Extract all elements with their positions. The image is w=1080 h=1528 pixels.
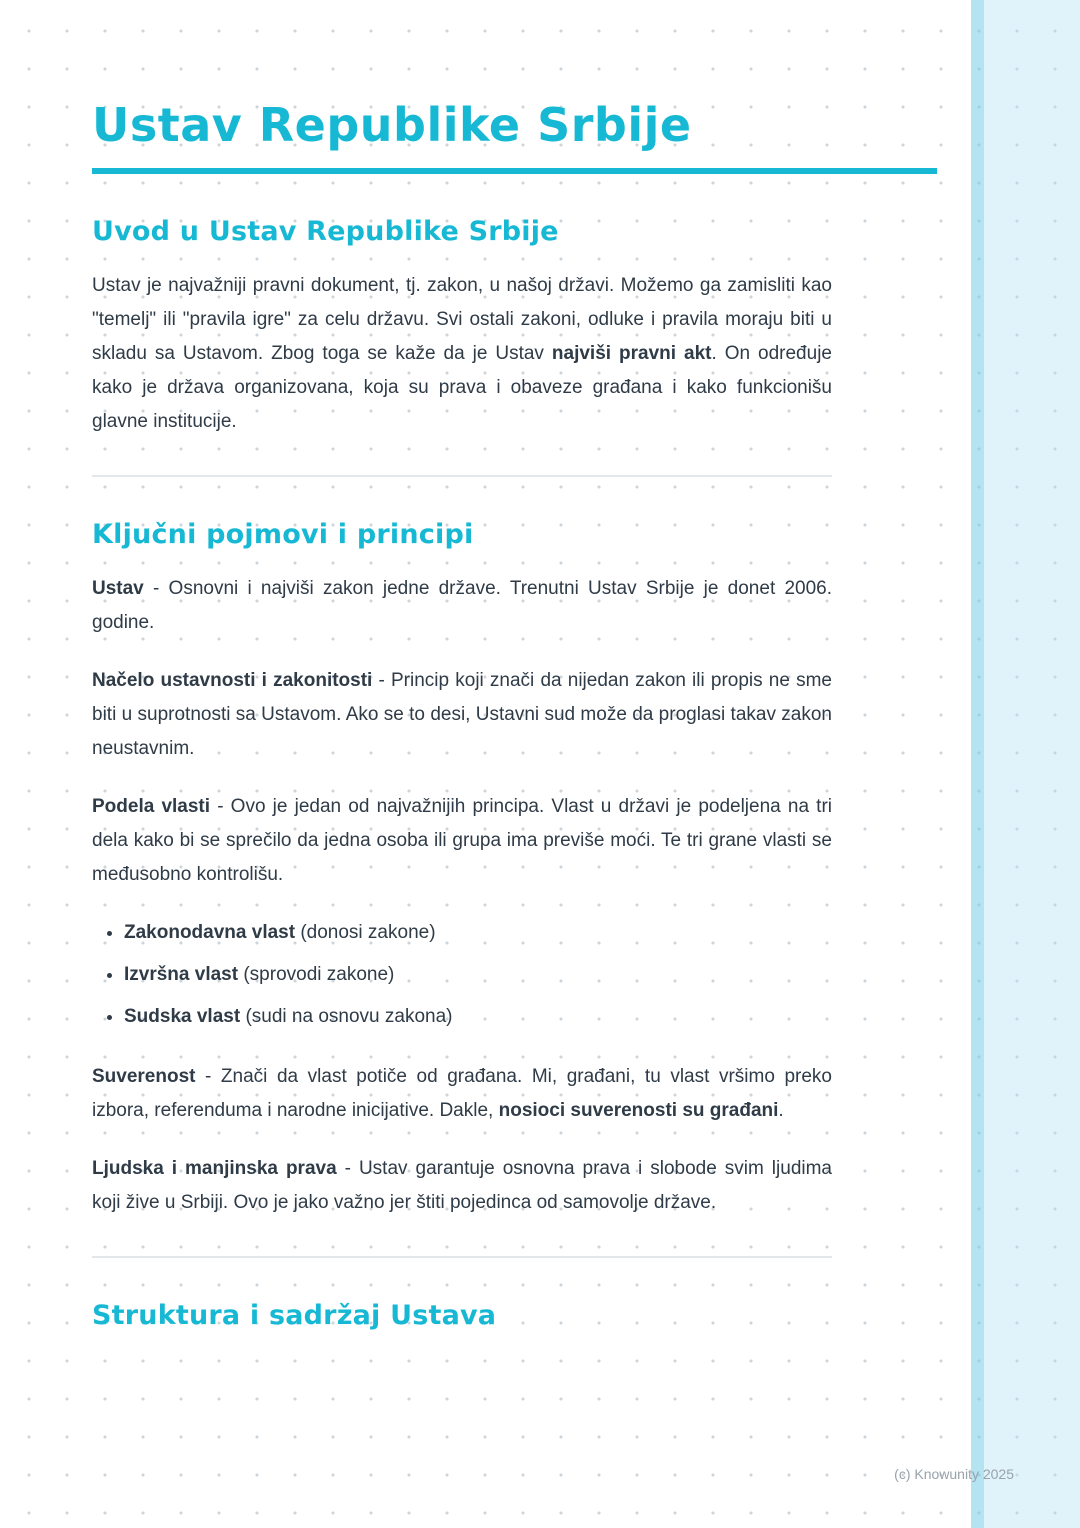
bullet-item	[124, 958, 832, 992]
bold-text: Sudska vlast	[124, 1005, 241, 1027]
paragraph	[92, 664, 832, 766]
document-content	[92, 216, 832, 1331]
body-text: - Princip koji znači da nijedan zakon ili propis ne sme biti u suprotnosti sa Ustavom. Ako se to desi, Ustavni sud može da proglasi takav zakon neustavnim.	[92, 669, 833, 759]
page-title: Ustav Republike Srbije	[92, 98, 692, 152]
body-text: - Znači da vlast potiče od građana. Mi, građani, tu vlast vršimo preko izbora, referenduma i narodne inicijative. Dakle,	[92, 1065, 832, 1121]
paragraph	[92, 572, 832, 640]
bold-text: Načelo ustavnosti i zakonitosti	[92, 669, 373, 691]
bullet-list	[102, 916, 832, 1034]
footer-credit: (c) Knowunity 2025	[894, 1466, 1014, 1482]
title-underline	[92, 168, 937, 174]
bold-text: najviši pravni akt	[551, 342, 712, 364]
section-heading: Ključni pojmovi i principi	[92, 518, 474, 550]
paragraph	[92, 269, 832, 439]
section-divider	[92, 1256, 832, 1258]
section-heading: Struktura i sadržaj Ustava	[92, 1299, 497, 1331]
body-text: .	[778, 1099, 784, 1121]
body-text: - Osnovni i najviši zakon jedne države. Trenutni Ustav Srbije je donet 2006. godine.	[92, 577, 832, 633]
bold-text: Izvršna vlast	[124, 963, 239, 985]
body-text: (sprovodi zakone)	[238, 963, 395, 985]
bold-text: Podela vlasti	[92, 795, 211, 817]
page-edge-band	[984, 0, 1080, 1528]
body-text: Ustav je najvažniji pravni dokument, tj. zakon, u našoj državi. Možemo ga zamisliti kao "temelj" ili "pravila igre" za celu državu. Svi ostali zakoni, odluke i pravila moraju biti u skladu sa Ustavom. Zbog toga se kaže da je Ustav	[92, 274, 832, 364]
bold-text: Suverenost	[92, 1065, 196, 1087]
section-divider	[92, 475, 832, 477]
bullet-item	[124, 1000, 832, 1034]
body-text: . On određuje kako je država organizovana, koja su prava i obaveze građana i kako funkcionišu glavne institucije.	[92, 342, 832, 432]
bold-text: Ustav	[92, 577, 144, 599]
paragraph	[92, 1060, 832, 1128]
bold-text: Zakonodavna vlast	[124, 921, 296, 943]
bullet-item	[124, 916, 832, 950]
body-text: (sudi na osnovu zakona)	[240, 1005, 453, 1027]
body-text: (donosi zakone)	[295, 921, 436, 943]
body-text: - Ovo je jedan od najvažnijih principa. Vlast u državi je podeljena na tri dela kako bi se sprečilo da jedna osoba ili grupa ima previše moći. Te tri grane vlasti se međusobno kontrolišu.	[92, 795, 832, 885]
bold-text: nosioci suverenosti su građani	[498, 1099, 779, 1121]
page-edge-strip	[971, 0, 984, 1528]
section-heading: Uvod u Ustav Republike Srbije	[92, 215, 559, 247]
bold-text: Ljudska i manjinska prava	[92, 1157, 337, 1179]
paragraph	[92, 1152, 832, 1220]
body-text: - Ustav garantuje osnovna prava i slobode svim ljudima koji žive u Srbiji. Ovo je jako važno jer štiti pojedinca od samovolje države.	[92, 1157, 832, 1213]
paragraph	[92, 790, 832, 892]
